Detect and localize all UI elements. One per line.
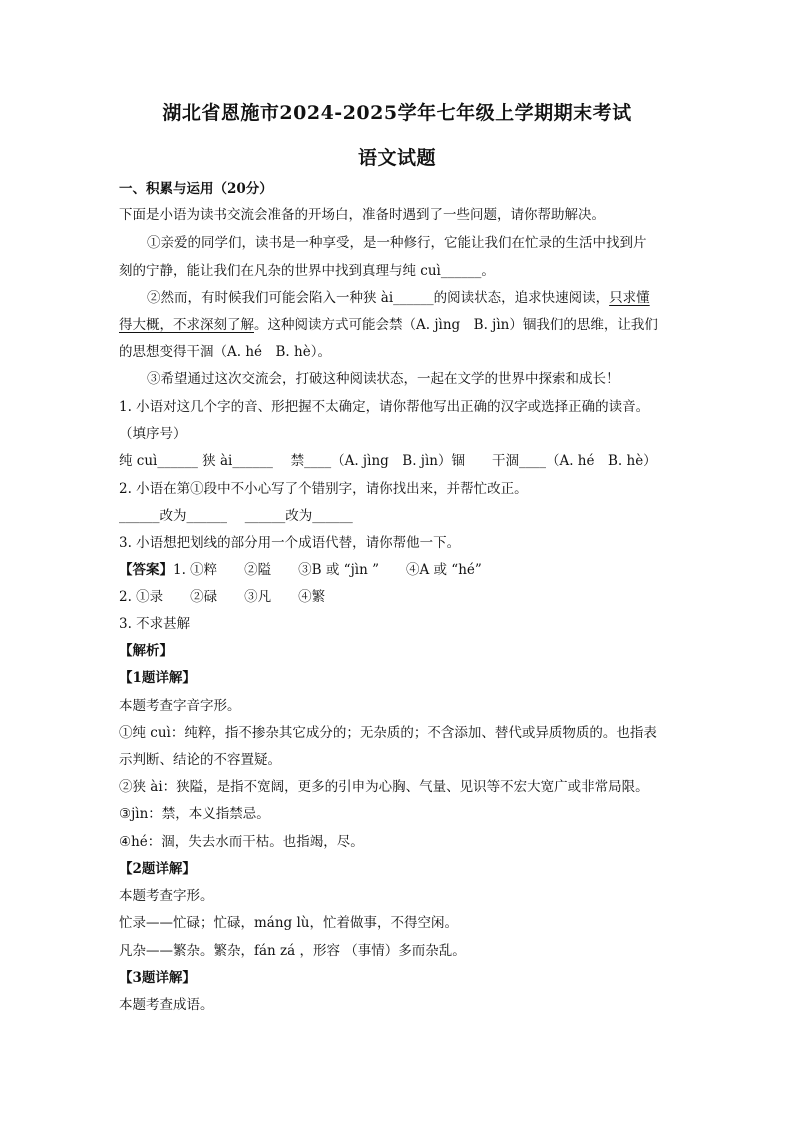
page-subtitle: 语文试题 xyxy=(357,147,436,169)
question-1-blanks: 纯 cuì______ 狭 ài______ 禁____（A. jìng B. jìn）锢 干涸____（A. hé B. hè） xyxy=(119,453,657,469)
question-2: 2. 小语在第①段中不小心写了个错别字，请你找出来，并帮忙改正。 xyxy=(119,481,528,497)
answer-2: 2. ①录 ②碌 ③凡 ④繁 xyxy=(119,589,326,605)
detail-2-line-1: 忙录——忙碌；忙碌，máng lù，忙着做事，不得空闲。 xyxy=(119,915,458,931)
analysis-heading: 【解析】 xyxy=(119,643,173,659)
detail-2-intro: 本题考查字形。 xyxy=(119,888,214,904)
passage-para-2-line-1 xyxy=(147,289,694,307)
question-2-blanks: ______改为______ ______改为______ xyxy=(119,508,353,524)
detail-2-heading: 【2题详解】 xyxy=(119,861,196,877)
question-1: 1. 小语对这几个字的音、形把握不太确定，请你帮他写出正确的汉字或选择正确的读音。 xyxy=(119,399,650,415)
detail-1-heading: 【1题详解】 xyxy=(119,670,196,686)
passage-para-2-line-2 xyxy=(119,316,694,334)
detail-1-intro: 本题考查字音字形。 xyxy=(119,698,241,714)
intro-text: 下面是小语为读书交流会准备的开场白，准备时遇到了一些问题，请你帮助解决。 xyxy=(119,207,605,223)
detail-1-line-5: ④hé：涸，失去水而干枯。也指竭，尽。 xyxy=(119,834,364,850)
passage-para-2-line-3: 的思想变得干涸（A. hé B. hè）。 xyxy=(119,344,331,360)
passage-para-3: ③希望通过这次交流会，打破这种阅读状态，一起在文学的世界中探索和成长！ xyxy=(147,371,620,387)
detail-1-line-1: ①纯 cuì：纯粹，指不掺杂其它成分的；无杂质的；不含添加、替代或异质物质的。也指表 xyxy=(119,725,657,741)
answer-1-text: 1. ①粹 ②隘 ③B 或 “jìn ” ④A 或 “hé” xyxy=(173,562,482,578)
answer-3: 3. 不求甚解 xyxy=(119,616,191,632)
passage-para-1-line-1: ①亲爱的同学们，读书是一种享受，是一种修行，它能让我们在忙录的生活中找到片 xyxy=(147,235,647,251)
detail-3-intro: 本题考查成语。 xyxy=(119,997,214,1013)
page-title: 湖北省恩施市2024-2025学年七年级上学期期末考试 xyxy=(162,102,632,124)
para-2-text: ②然而，有时候我们可能会陷入一种狭 ài______的阅读状态，追求快速阅读， xyxy=(147,290,610,306)
detail-2-line-2: 凡杂——繁杂。繁杂，fán zá ，形容 （事情）多而杂乱。 xyxy=(119,943,466,959)
underlined-phrase-start: 只求懂 xyxy=(609,290,650,306)
detail-1-line-4: ③jìn：禁，本义指禁忌。 xyxy=(119,806,270,822)
question-3: 3. 小语想把划线的部分用一个成语代替，请你帮他一下。 xyxy=(119,535,461,551)
detail-3-heading: 【3题详解】 xyxy=(119,970,196,986)
passage-para-1-line-2: 刻的宁静，能让我们在凡杂的世界中找到真理与纯 cuì______。 xyxy=(119,263,495,279)
answer-1 xyxy=(119,561,694,579)
para-2-text-cont: 。这种阅读方式可能会禁（A. jìng B. jìn）锢我们的思维，让我们 xyxy=(254,317,658,333)
question-1-note: （填序号） xyxy=(119,426,187,442)
answer-label: 【答案】 xyxy=(119,562,173,578)
section-heading: 一、积累与运用（20分） xyxy=(119,181,273,197)
detail-1-line-3: ②狭 ài：狭隘，是指不宽阔，更多的引申为心胸、气量、见识等不宏大宽广或非常局限。 xyxy=(119,779,649,795)
detail-1-line-2: 示判断、结论的不容置疑。 xyxy=(119,752,281,768)
underlined-phrase-end: 得大概，不求深刻了解 xyxy=(119,317,254,333)
